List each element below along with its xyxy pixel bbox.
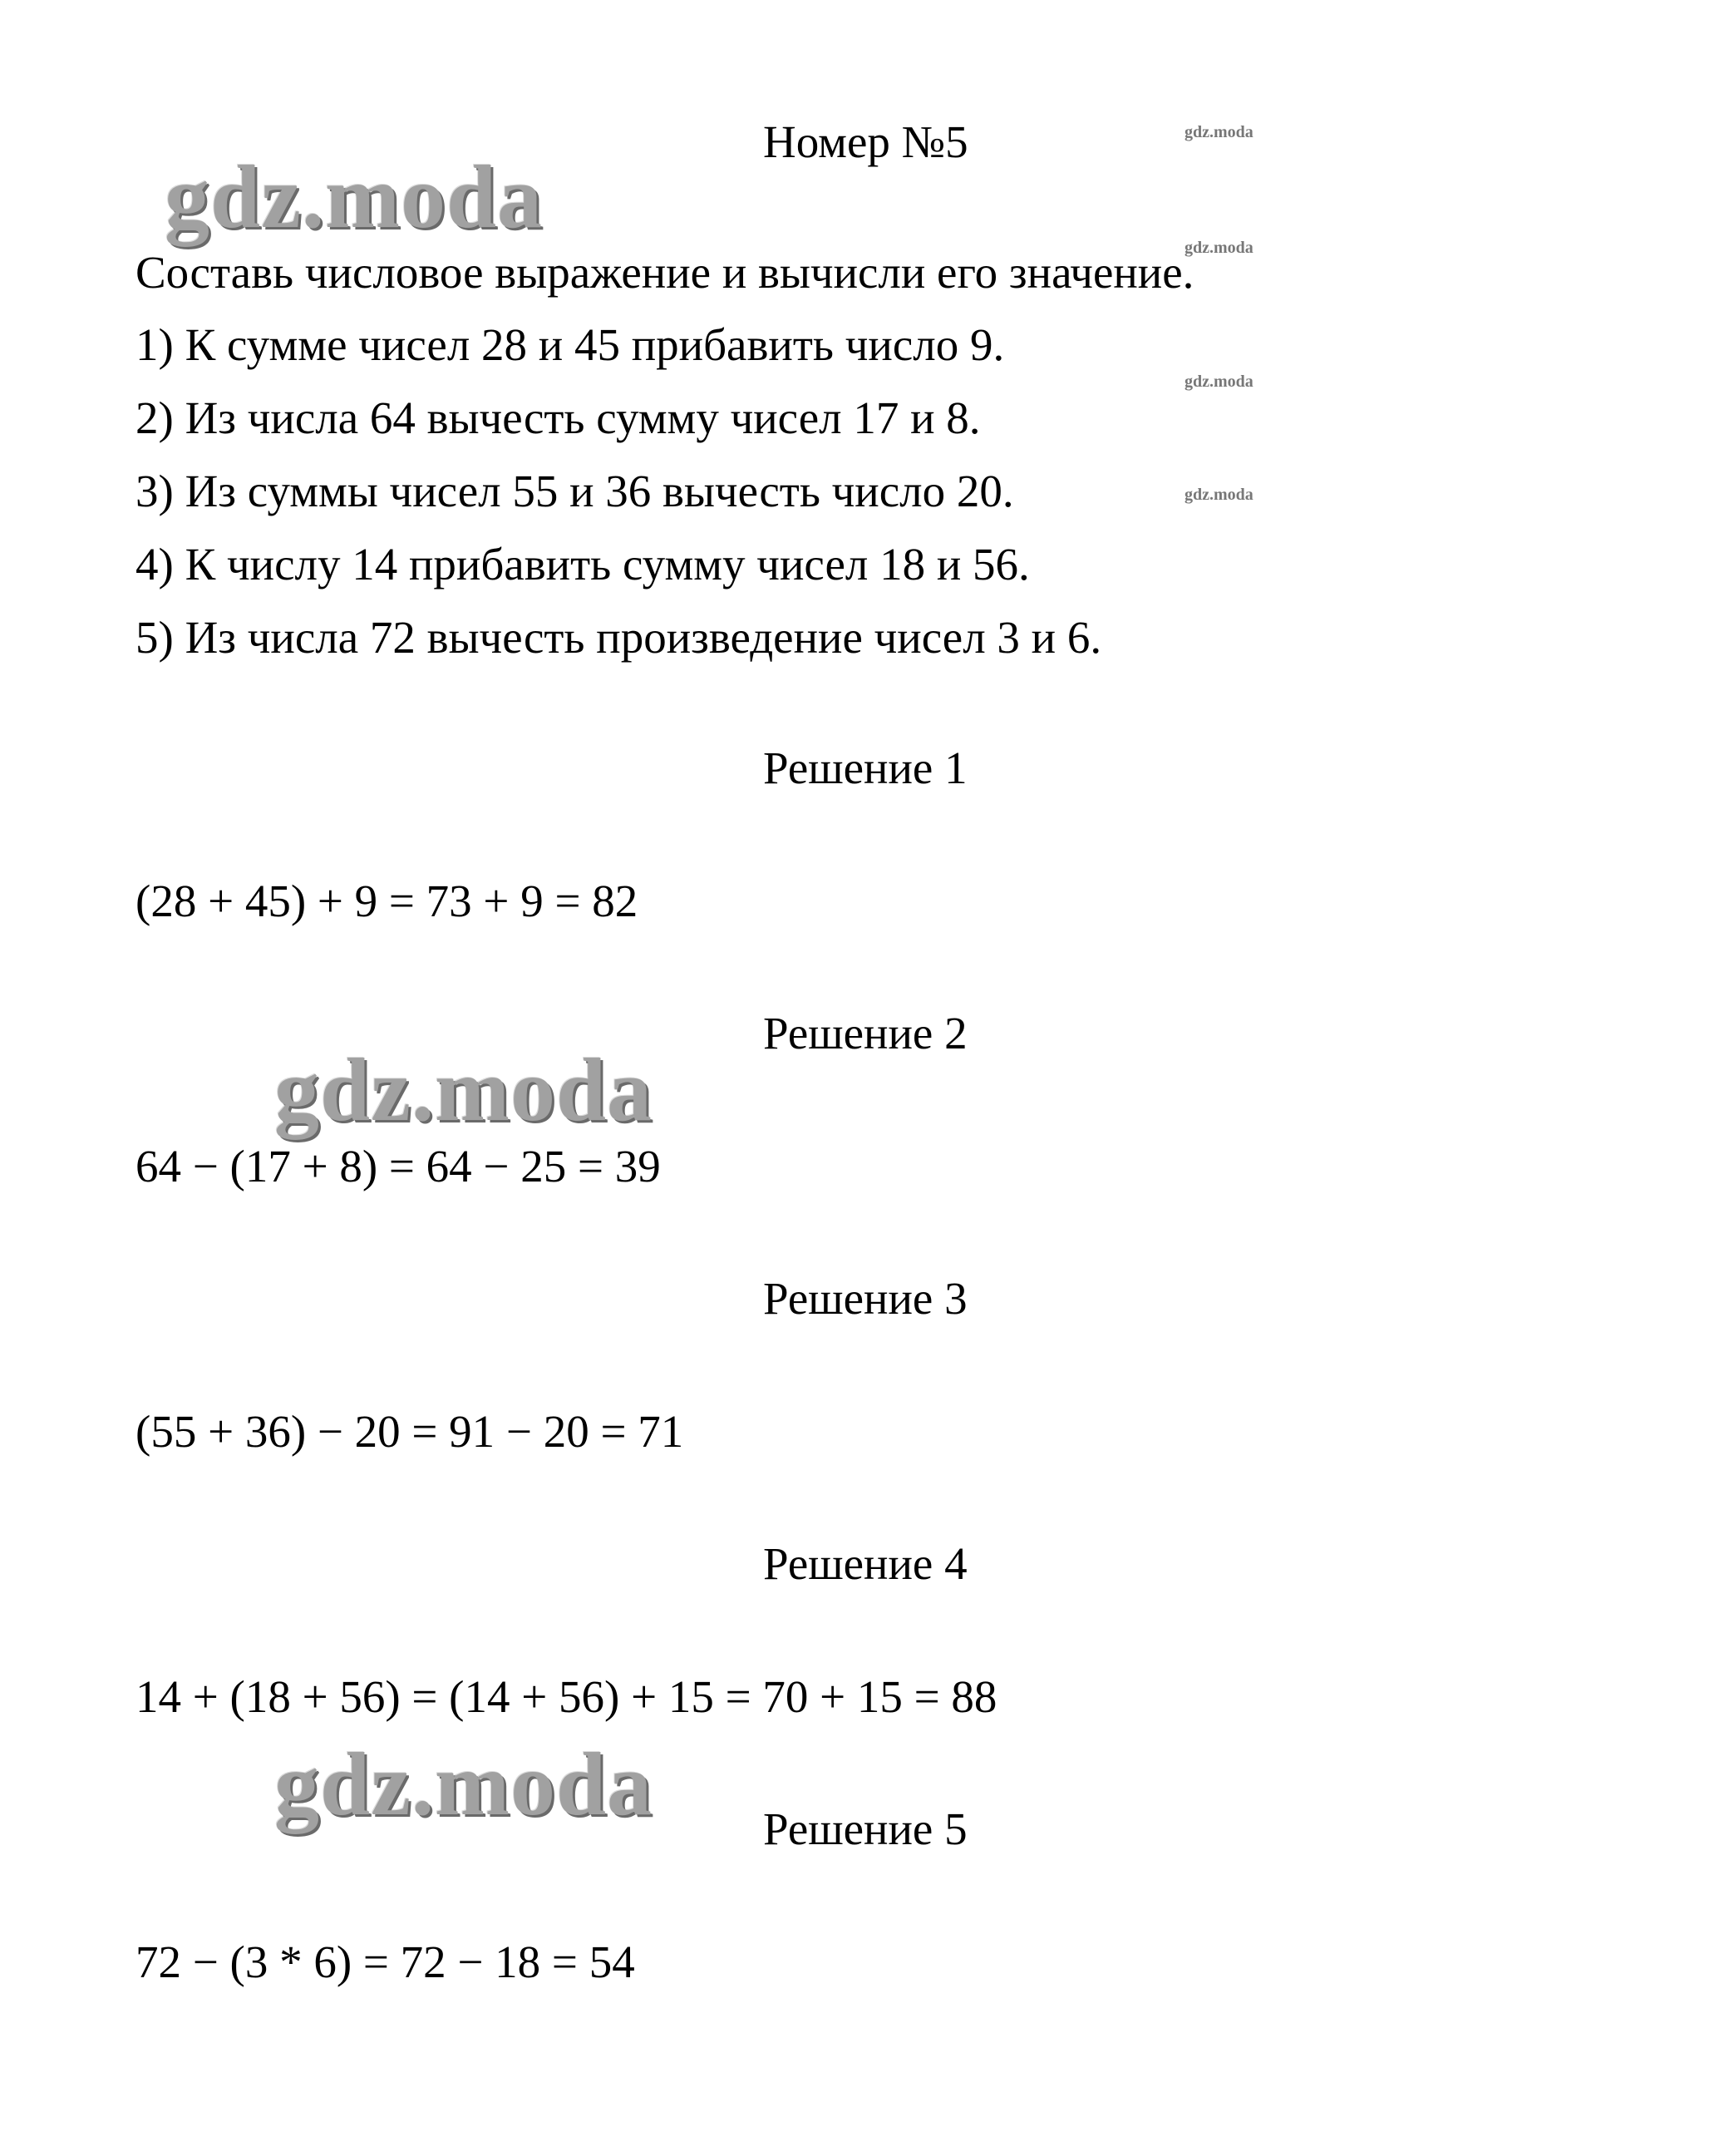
solution-expression: (55 + 36) − 20 = 91 − 20 = 71: [135, 1406, 684, 1457]
task-item: 5) Из числа 72 вычесть произведение чисел 3 и 6.: [135, 612, 1102, 663]
solution-heading: Решение 1: [763, 743, 968, 793]
task-item: 3) Из суммы чисел 55 и 36 вычесть число 20.: [135, 466, 1014, 516]
solution-expression: 14 + (18 + 56) = (14 + 56) + 15 = 70 + 15 = 88: [135, 1671, 997, 1722]
solution-expression: 72 − (3 * 6) = 72 − 18 = 54: [135, 1936, 635, 1987]
task-item: 4) К числу 14 прибавить сумму чисел 18 и 56.: [135, 539, 1030, 590]
solution-expression: 64 − (17 + 8) = 64 − 25 = 39: [135, 1141, 661, 1191]
page-title: Номер №5: [763, 116, 968, 167]
solution-expression: (28 + 45) + 9 = 73 + 9 = 82: [135, 876, 638, 926]
solution-heading: Решение 2: [763, 1008, 968, 1058]
watermark-large: gdz.moda: [274, 1041, 653, 1140]
task-prompt: Составь числовое выражение и вычисли его значение.: [135, 247, 1194, 298]
watermark-small: gdz.moda: [1185, 239, 1253, 257]
watermark-small: gdz.moda: [1185, 372, 1253, 391]
solution-heading: Решение 3: [763, 1273, 968, 1324]
watermark-small: gdz.moda: [1185, 486, 1253, 504]
task-item: 2) Из числа 64 вычесть сумму чисел 17 и 8.: [135, 392, 981, 443]
watermark-small: gdz.moda: [1185, 123, 1253, 141]
solution-heading: Решение 4: [763, 1538, 968, 1589]
watermark-large: gdz.moda: [165, 148, 544, 247]
solution-heading: Решение 5: [763, 1803, 968, 1854]
task-item: 1) К сумме чисел 28 и 45 прибавить число 9.: [135, 319, 1005, 370]
watermark-large: gdz.moda: [274, 1735, 653, 1834]
